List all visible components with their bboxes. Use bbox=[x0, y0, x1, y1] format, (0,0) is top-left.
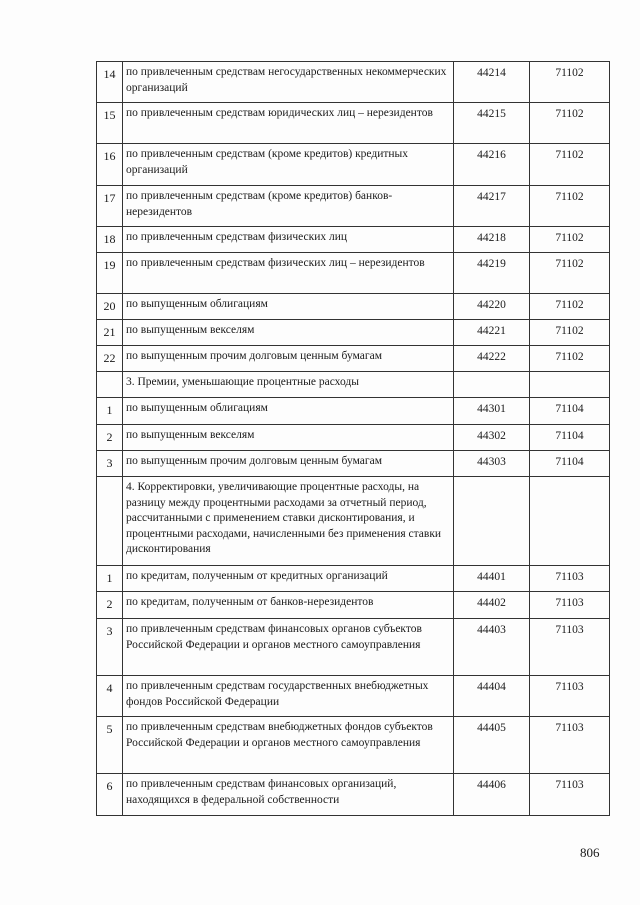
row-description: по кредитам, полученным от банков-нерезидентов bbox=[123, 592, 454, 619]
symbol-code: 71102 bbox=[530, 62, 610, 103]
symbol-code: 71102 bbox=[530, 253, 610, 294]
row-number: 4 bbox=[97, 676, 123, 717]
row-number: 2 bbox=[97, 425, 123, 451]
account-code: 44302 bbox=[454, 425, 530, 451]
symbol-code: 71102 bbox=[530, 320, 610, 346]
row-description: по выпущенным векселям bbox=[123, 320, 454, 346]
table-row bbox=[97, 398, 610, 425]
row-number: 19 bbox=[97, 253, 123, 294]
symbol-code bbox=[530, 477, 610, 566]
account-code: 44214 bbox=[454, 62, 530, 103]
row-description: по привлеченным средствам физических лиц bbox=[123, 227, 454, 253]
table-row bbox=[97, 451, 610, 477]
table-row bbox=[97, 294, 610, 320]
table-row bbox=[97, 774, 610, 816]
account-code: 44303 bbox=[454, 451, 530, 477]
row-description: по выпущенным прочим долговым ценным бумагам bbox=[123, 451, 454, 477]
symbol-code: 71104 bbox=[530, 425, 610, 451]
row-description: по привлеченным средствам финансовых организаций, находящихся в федеральной собственности bbox=[123, 774, 454, 816]
symbol-code: 71103 bbox=[530, 717, 610, 774]
table-row bbox=[97, 717, 610, 774]
row-number bbox=[97, 477, 123, 566]
table-row bbox=[97, 566, 610, 592]
account-code: 44222 bbox=[454, 346, 530, 372]
row-description: по привлеченным средствам государственных внебюджетных фондов Российской Федерации bbox=[123, 676, 454, 717]
symbol-code: 71104 bbox=[530, 398, 610, 425]
symbol-code: 71102 bbox=[530, 103, 610, 144]
row-number: 16 bbox=[97, 144, 123, 186]
account-code: 44403 bbox=[454, 619, 530, 676]
account-code: 44406 bbox=[454, 774, 530, 816]
row-description: по привлеченным средствам негосударственных некоммерческих организаций bbox=[123, 62, 454, 103]
account-code: 44218 bbox=[454, 227, 530, 253]
table-row bbox=[97, 62, 610, 103]
row-number: 17 bbox=[97, 186, 123, 227]
account-code: 44217 bbox=[454, 186, 530, 227]
symbol-code: 71102 bbox=[530, 346, 610, 372]
row-number: 3 bbox=[97, 619, 123, 676]
table-row bbox=[97, 346, 610, 372]
table-row bbox=[97, 320, 610, 346]
table-row bbox=[97, 253, 610, 294]
table-row bbox=[97, 425, 610, 451]
row-description: по привлеченным средствам юридических лиц – нерезидентов bbox=[123, 103, 454, 144]
row-number: 15 bbox=[97, 103, 123, 144]
table-row bbox=[97, 186, 610, 227]
table-row bbox=[97, 227, 610, 253]
symbol-code: 71102 bbox=[530, 294, 610, 320]
account-code: 44215 bbox=[454, 103, 530, 144]
accounts-table bbox=[96, 61, 610, 816]
account-code: 44301 bbox=[454, 398, 530, 425]
account-code: 44219 bbox=[454, 253, 530, 294]
row-description: по выпущенным прочим долговым ценным бумагам bbox=[123, 346, 454, 372]
symbol-code: 71103 bbox=[530, 774, 610, 816]
symbol-code: 71102 bbox=[530, 144, 610, 186]
row-number: 14 bbox=[97, 62, 123, 103]
account-code: 44404 bbox=[454, 676, 530, 717]
section-heading: 4. Корректировки, увеличивающие процентные расходы, на разницу между процентными расходами за отчетный период, рассчитанными с применением ставки дисконтирования, и процентными расходами, начисленными без применения ставки дисконтирования bbox=[123, 477, 454, 566]
row-description: по выпущенным облигациям bbox=[123, 398, 454, 425]
row-number: 5 bbox=[97, 717, 123, 774]
row-description: по привлеченным средствам (кроме кредитов) банков-нерезидентов bbox=[123, 186, 454, 227]
symbol-code: 71102 bbox=[530, 227, 610, 253]
row-number: 22 bbox=[97, 346, 123, 372]
symbol-code bbox=[530, 372, 610, 398]
row-description: по привлеченным средствам внебюджетных фондов субъектов Российской Федерации и органов местного самоуправления bbox=[123, 717, 454, 774]
row-number: 6 bbox=[97, 774, 123, 816]
row-description: по выпущенным векселям bbox=[123, 425, 454, 451]
table-row bbox=[97, 676, 610, 717]
symbol-code: 71103 bbox=[530, 566, 610, 592]
row-number: 3 bbox=[97, 451, 123, 477]
row-number: 2 bbox=[97, 592, 123, 619]
account-code: 44405 bbox=[454, 717, 530, 774]
table-row bbox=[97, 619, 610, 676]
row-description: по привлеченным средствам (кроме кредитов) кредитных организаций bbox=[123, 144, 454, 186]
row-number: 18 bbox=[97, 227, 123, 253]
account-code bbox=[454, 372, 530, 398]
row-number: 21 bbox=[97, 320, 123, 346]
row-number: 20 bbox=[97, 294, 123, 320]
account-code: 44401 bbox=[454, 566, 530, 592]
account-code: 44216 bbox=[454, 144, 530, 186]
table-row bbox=[97, 144, 610, 186]
symbol-code: 71103 bbox=[530, 592, 610, 619]
row-description: по кредитам, полученным от кредитных организаций bbox=[123, 566, 454, 592]
account-code bbox=[454, 477, 530, 566]
page-number: 806 bbox=[580, 845, 600, 860]
symbol-code: 71104 bbox=[530, 451, 610, 477]
row-description: по выпущенным облигациям bbox=[123, 294, 454, 320]
table-row bbox=[97, 103, 610, 144]
account-code: 44220 bbox=[454, 294, 530, 320]
row-number bbox=[97, 372, 123, 398]
account-code: 44402 bbox=[454, 592, 530, 619]
row-description: по привлеченным средствам финансовых органов субъектов Российской Федерации и органов местного самоуправления bbox=[123, 619, 454, 676]
section-heading-row bbox=[97, 372, 610, 398]
symbol-code: 71103 bbox=[530, 619, 610, 676]
section-heading-row bbox=[97, 477, 610, 566]
table-row bbox=[97, 592, 610, 619]
section-heading: 3. Премии, уменьшающие процентные расходы bbox=[123, 372, 454, 398]
row-description: по привлеченным средствам физических лиц – нерезидентов bbox=[123, 253, 454, 294]
row-number: 1 bbox=[97, 398, 123, 425]
account-code: 44221 bbox=[454, 320, 530, 346]
row-number: 1 bbox=[97, 566, 123, 592]
symbol-code: 71103 bbox=[530, 676, 610, 717]
symbol-code: 71102 bbox=[530, 186, 610, 227]
